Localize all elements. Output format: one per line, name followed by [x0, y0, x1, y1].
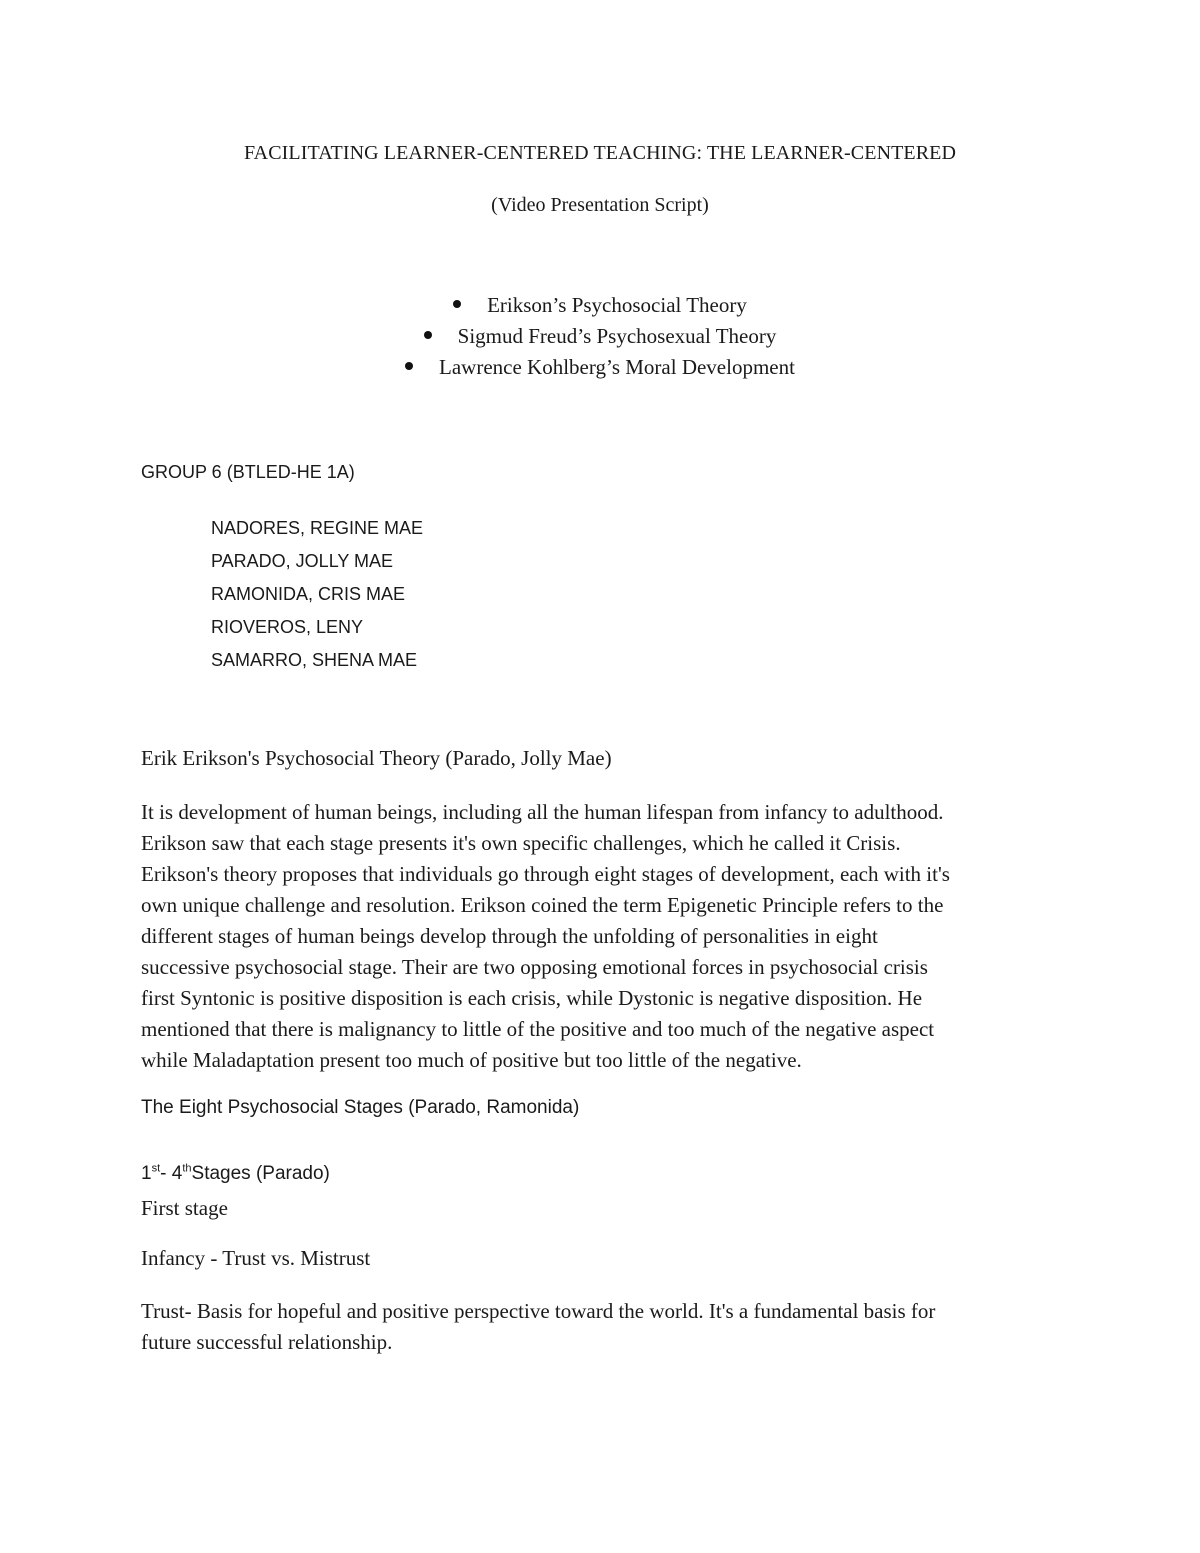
first-stage-label: First stage — [141, 1196, 228, 1220]
bullet-icon — [424, 331, 432, 339]
stages-heading: The Eight Psychosocial Stages (Parado, Ramonida) — [141, 1097, 580, 1118]
member-name: RIOVEROS, LENY — [211, 617, 364, 637]
bullet-icon — [405, 362, 413, 370]
body-paragraph — [141, 797, 1061, 1076]
bullet-icon — [453, 300, 461, 308]
member-name: RAMONIDA, CRIS MAE — [211, 584, 406, 604]
paragraph-line: first Syntonic is positive disposition is each crisis, while Dystonic is negative disposition. He — [141, 986, 923, 1010]
topic-item: Lawrence Kohlberg’s Moral Development — [0, 352, 1200, 383]
paragraph-line: own unique challenge and resolution. Erikson coined the term Epigenetic Principle refers to the — [141, 893, 944, 917]
group-members-list — [211, 512, 423, 677]
group-label: GROUP 6 (BTLED-HE 1A) — [141, 462, 355, 482]
topic-item: Sigmud Freud’s Psychosexual Theory — [0, 321, 1200, 352]
member-name: SAMARRO, SHENA MAE — [211, 650, 418, 670]
paragraph-line: Erikson's theory proposes that individuals go through eight stages of development, each with it's — [141, 862, 950, 886]
paragraph-line: Erikson saw that each stage presents it's own specific challenges, which he called it Crisis. — [141, 831, 901, 855]
document-title: FACILITATING LEARNER-CENTERED TEACHING: THE LEARNER-CENTERED — [243, 142, 957, 164]
paragraph-line: different stages of human beings develop through the unfolding of personalities in eight — [141, 924, 878, 948]
paragraph-line: while Maladaptation present too much of positive but too little of the negative. — [141, 1048, 802, 1072]
paragraph-line: successive psychosocial stage. Their are two opposing emotional forces in psychosocial crisis — [141, 955, 928, 979]
paragraph-line: future successful relationship. — [141, 1330, 393, 1354]
trust-paragraph — [141, 1296, 935, 1358]
paragraph-line: It is development of human beings, including all the human lifespan from infancy to adulthood. — [141, 800, 944, 824]
section-heading: Erik Erikson's Psychosocial Theory (Parado, Jolly Mae) — [141, 746, 612, 770]
infancy-line: Infancy - Trust vs. Mistrust — [141, 1246, 371, 1270]
topic-item: Erikson’s Psychosocial Theory — [0, 290, 1200, 321]
member-name: PARADO, JOLLY MAE — [211, 551, 394, 571]
document-subtitle: (Video Presentation Script) — [491, 194, 709, 216]
paragraph-line: Trust- Basis for hopeful and positive perspective toward the world. It's a fundamental basis for — [141, 1299, 936, 1323]
topics-list — [0, 290, 1200, 383]
paragraph-line: mentioned that there is malignancy to little of the positive and too much of the negative aspect — [141, 1017, 935, 1041]
stage-range-heading: 1st- 4thStages (Parado) — [141, 1162, 330, 1184]
member-name: NADORES, REGINE MAE — [211, 518, 424, 538]
